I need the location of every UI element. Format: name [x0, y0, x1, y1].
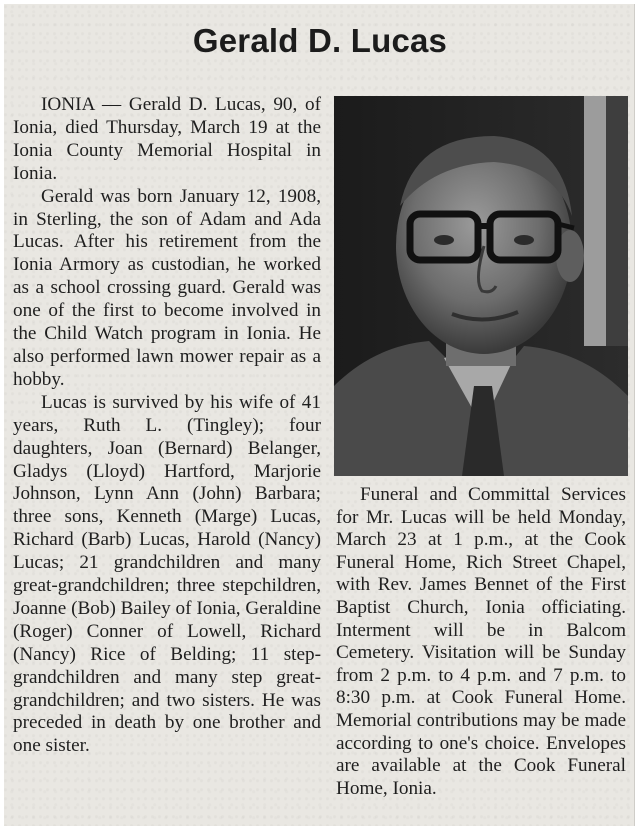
obituary-paragraph-survivors: Lucas is survived by his wife of 41 years, Ruth L. (Tingley); four daughters, Joan (Bernard) Belanger, Gladys (Lloyd) Hartford, Marjorie Johnson, Lynn Ann (John) Barbara; three sons, Kenneth (Marge) Lucas, Richard (Barb) Lucas, Harold (Nancy) Lucas; 21 grandchildren and many great-grandchildren; three stepchildren, Joanne (Bob) Bailey of Ionia, Geraldine (Roger) Conner of Lowell, Richard (Nancy) Rice of Belding; 11 step-grandchildren and many step great-grandchildren; and two sisters. He was preceded in death by one brother and one sister.	[13, 391, 321, 757]
portrait-photo-icon	[334, 96, 628, 476]
obituary-right-column	[336, 484, 626, 800]
obituary-paragraph-intro: IONIA — Gerald D. Lucas, 90, of Ionia, died Thursday, March 19 at the Ionia County Memorial Hospital in Ionia.	[13, 94, 321, 184]
obituary-paragraph-services: Funeral and Committal Services for Mr. Lucas will be held Monday, March 23 at 1 p.m., at the Cook Funeral Home, Rich Street Chapel, with Rev. James Bennet of the First Baptist Church, Ionia officiating. Interment will be in Balcom Cemetery. Visitation will be Sunday from 2 p.m. to 4 p.m. and 7 p.m. to 8:30 p.m. at Cook Funeral Home. Memorial contributions may be made according to one's choice. Envelopes are available at the Cook Funeral Home, Ionia.	[336, 484, 626, 799]
obituary-left-column	[13, 94, 321, 758]
obituary-paragraph-biography: Gerald was born January 12, 1908, in Sterling, the son of Adam and Ada Lucas. After his retirement from the Ionia Armory as custodian, he worked as a school crossing guard. Gerald was one of the first to become involved in the Child Watch program in Ionia. He also performed lawn mower repair as a hobby.	[13, 185, 321, 390]
obituary-headline: Gerald D. Lucas	[192, 22, 448, 59]
portrait-photo	[334, 96, 628, 476]
